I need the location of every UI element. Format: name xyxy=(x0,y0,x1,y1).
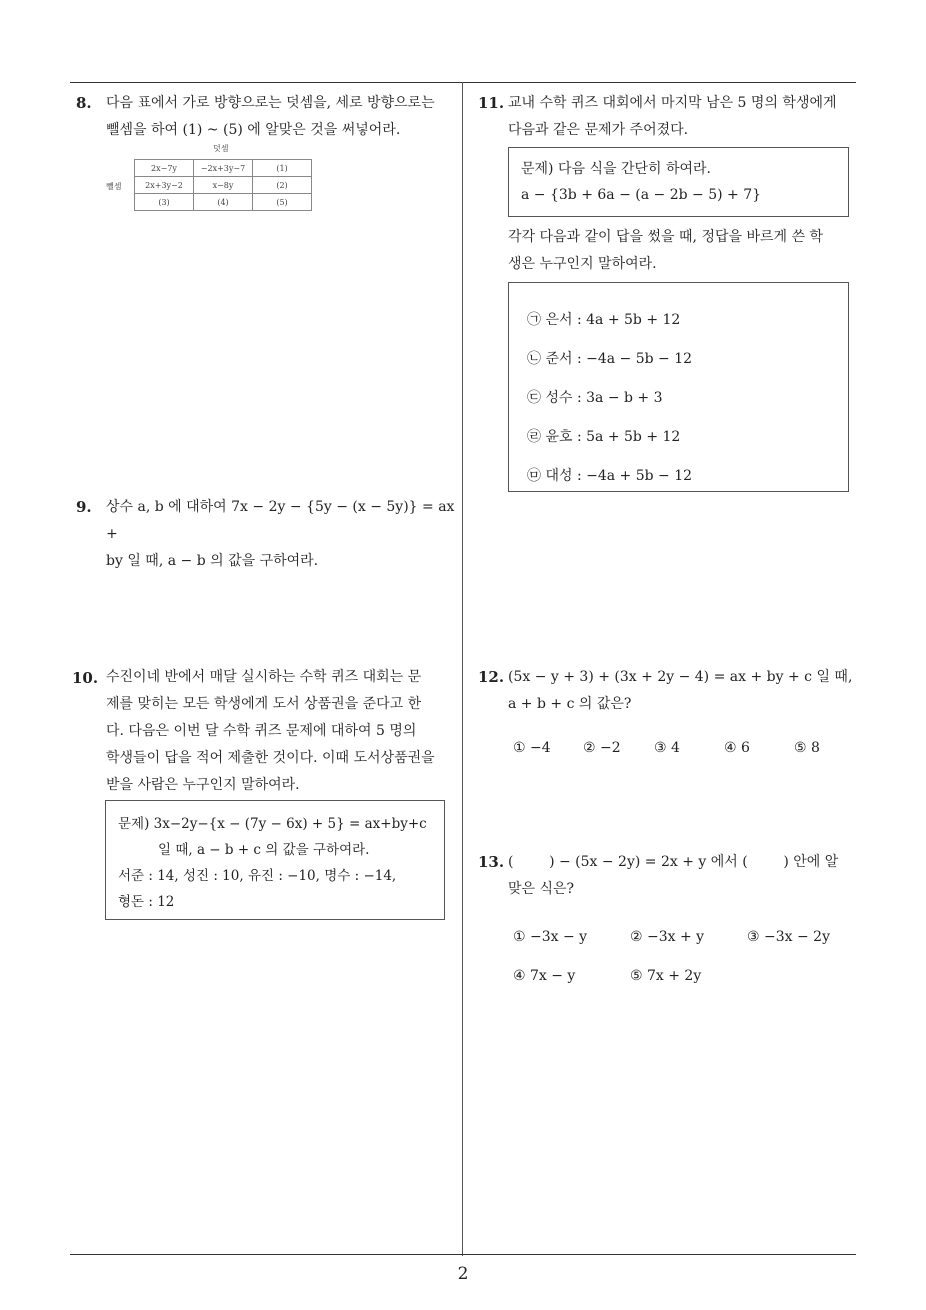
table-cell: (1) xyxy=(253,160,312,177)
header-rule xyxy=(70,82,856,83)
page-number: 2 xyxy=(457,1264,469,1284)
problem-text: 수진이네 반에서 매달 실시하는 수학 퀴즈 대회는 문 제를 맞히는 모든 학생에게 도서 상품권을 준다고 한 다. 다음은 이번 달 수학 퀴즈 문제에 대하여 5 명의 학생들이 답을 적어 제출한 것이다. 이때 도서상품권을 받을 사람은 누구인지 말하여라. xyxy=(106,669,435,793)
problem-text: 교내 수학 퀴즈 대회에서 마지막 남은 5 명의 학생에게 다음과 같은 문제가 주어졌다. xyxy=(508,95,837,138)
table-cell: (5) xyxy=(253,194,312,211)
footer-rule xyxy=(70,1254,856,1255)
choice-3: ③ −3x − 2y xyxy=(747,929,830,945)
problem-text: (5x − y + 3) + (3x + 2y − 4) = ax + by + c 일 때, a + b + c 의 값은? xyxy=(508,669,853,712)
problem-text-2: 각각 다음과 같이 답을 썼을 때, 정답을 바르게 쓴 학 생은 누구인지 말하여라. xyxy=(508,229,823,272)
problem-number: 9. xyxy=(76,498,92,516)
table-cell: −2x+3y−7 xyxy=(194,160,253,177)
answer-option: ㉣ 윤호 : 5a + 5b + 12 xyxy=(527,429,681,445)
problem-number: 10. xyxy=(72,669,99,687)
answer-option: ㉠ 은서 : 4a + 5b + 12 xyxy=(527,312,681,328)
problem-box: 문제) 3x−2y−{x − (7y − 6x) + 5} = ax+by+c 일 때, a − b + c 의 값을 구하여라. 서준 : 14, 성진 : 10, 유진 : −10, 명수 : −14, 형돈 : 12 xyxy=(105,800,445,920)
column-divider xyxy=(462,82,463,1256)
answer-option: ㉢ 성수 : 3a − b + 3 xyxy=(527,390,663,406)
table-side-label: 뺄셈 xyxy=(106,182,122,191)
choice-5: ⑤ 8 xyxy=(794,740,820,756)
choice-4: ④ 6 xyxy=(724,740,750,756)
choice-4: ④ 7x − y xyxy=(513,968,576,984)
problem-number: 13. xyxy=(478,853,505,871)
operation-table xyxy=(134,159,312,211)
table-top-label: 덧셈 xyxy=(213,144,229,153)
choice-1: ① −3x − y xyxy=(513,929,588,945)
table-cell: x−8y xyxy=(194,177,253,194)
choice-2: ② −3x + y xyxy=(630,929,705,945)
table-cell: 2x+3y−2 xyxy=(135,177,194,194)
choice-1: ① −4 xyxy=(513,740,551,756)
problem-number: 11. xyxy=(478,94,505,112)
table-cell: 2x−7y xyxy=(135,160,194,177)
problem-text: ( ) − (5x − 2y) = 2x + y 에서 ( ) 안에 알 맞은 식은? xyxy=(508,854,839,897)
answer-option: ㉤ 대성 : −4a + 5b − 12 xyxy=(527,468,693,484)
choice-3: ③ 4 xyxy=(654,740,680,756)
choice-5: ⑤ 7x + 2y xyxy=(630,968,702,984)
problem-number: 12. xyxy=(478,668,505,686)
table-cell: (2) xyxy=(253,177,312,194)
problem-text: 상수 a, b 에 대하여 7x − 2y − {5y − (x − 5y)} = ax + by 일 때, a − b 의 값을 구하여라. xyxy=(106,499,455,569)
answer-option: ㉡ 준서 : −4a − 5b − 12 xyxy=(527,351,693,367)
table-cell: (3) xyxy=(135,194,194,211)
table-cell: (4) xyxy=(194,194,253,211)
answers-box xyxy=(508,282,849,492)
problem-box: 문제) 다음 식을 간단히 하여라. a − {3b + 6a − (a − 2b − 5) + 7} xyxy=(508,147,849,217)
problem-number: 8. xyxy=(76,94,92,112)
choice-2: ② −2 xyxy=(583,740,621,756)
problem-text: 다음 표에서 가로 방향으로는 덧셈을, 세로 방향으로는 뺄셈을 하여 (1) ~ (5) 에 알맞은 것을 써넣어라. xyxy=(106,95,435,138)
